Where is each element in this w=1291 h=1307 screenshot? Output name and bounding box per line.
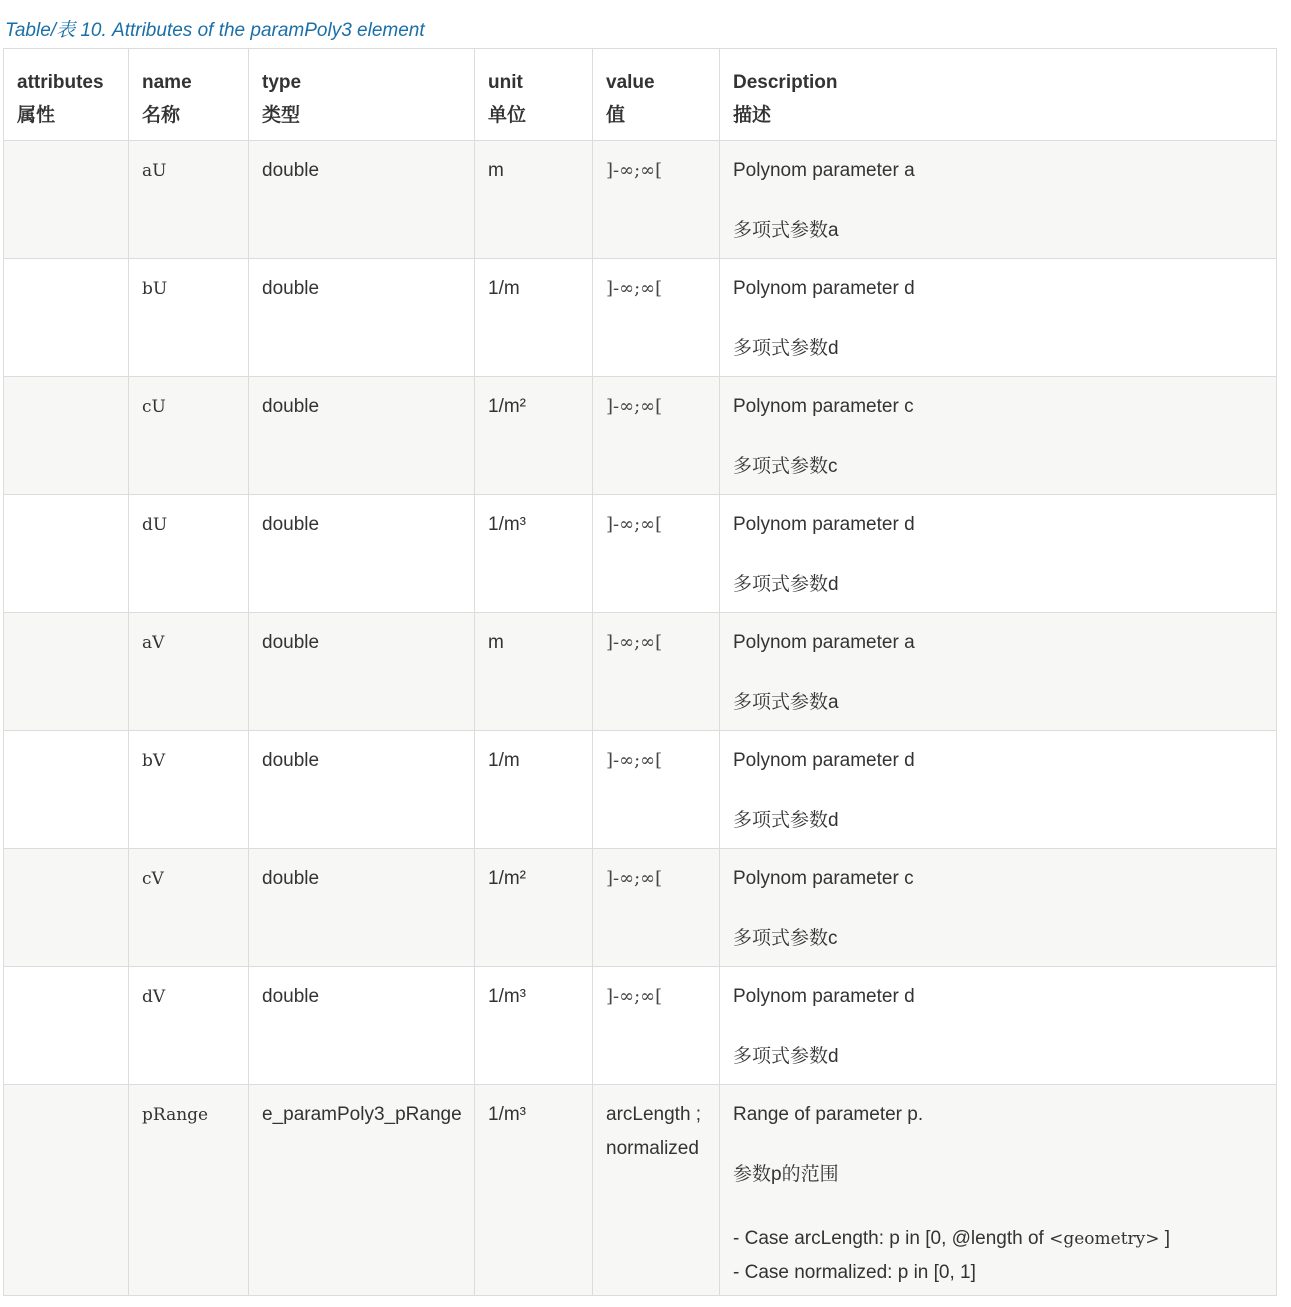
table-body	[4, 141, 1277, 1296]
header-description-zh: 描述	[733, 104, 772, 126]
unit-cell: m	[475, 613, 593, 731]
unit-cell: 1/m³	[475, 1085, 593, 1296]
name-cell: bV	[129, 731, 249, 849]
description-cell	[720, 377, 1277, 495]
value-cell: ]-∞;∞[	[593, 259, 720, 377]
case-arclength	[733, 1222, 1263, 1256]
description-en: Polynom parameter a	[733, 160, 915, 181]
header-unit-zh: 单位	[488, 104, 527, 126]
unit-cell: m	[475, 141, 593, 259]
description-en: Polynom parameter c	[733, 868, 914, 889]
description-cell	[720, 849, 1277, 967]
case-arclength-close: ]	[1159, 1228, 1171, 1249]
header-attributes	[4, 49, 129, 141]
case-arclength-text: - Case arcLength: p in [0, @length of	[733, 1228, 1050, 1249]
description-zh-text: 多项式参数	[733, 1045, 829, 1067]
description-zh-text: 多项式参数	[733, 809, 829, 831]
header-type	[249, 49, 475, 141]
type-cell: double	[249, 967, 475, 1085]
header-unit-en: unit	[488, 72, 523, 93]
value-cell: ]-∞;∞[	[593, 731, 720, 849]
header-value	[593, 49, 720, 141]
header-name-en: name	[142, 72, 192, 93]
unit-cell: 1/m²	[475, 377, 593, 495]
header-row	[4, 49, 1277, 141]
unit-cell: 1/m	[475, 259, 593, 377]
table-row	[4, 849, 1277, 967]
type-cell: double	[249, 731, 475, 849]
header-description-en: Description	[733, 72, 838, 93]
value-cell: ]-∞;∞[	[593, 141, 720, 259]
case-list	[733, 1222, 1263, 1290]
description-zh	[733, 217, 1263, 244]
type-cell: double	[249, 141, 475, 259]
description-cell	[720, 613, 1277, 731]
type-cell: double	[249, 377, 475, 495]
name-cell: pRange	[129, 1085, 249, 1296]
unit-cell: 1/m³	[475, 967, 593, 1085]
description-zh	[733, 1161, 1263, 1188]
header-name-zh: 名称	[142, 104, 181, 126]
value-cell: ]-∞;∞[	[593, 967, 720, 1085]
table-row	[4, 731, 1277, 849]
description-zh	[733, 453, 1263, 480]
table-row	[4, 377, 1277, 495]
description-zh-param: d	[828, 1046, 839, 1067]
description-zh-param: d	[828, 338, 839, 359]
description-zh-text: 多项式参数	[733, 455, 829, 477]
description-cell	[720, 495, 1277, 613]
type-cell: double	[249, 613, 475, 731]
case-normalized: - Case normalized: p in [0, 1]	[733, 1262, 976, 1283]
header-description	[720, 49, 1277, 141]
table-row	[4, 967, 1277, 1085]
table-row	[4, 259, 1277, 377]
description-cell	[720, 1085, 1277, 1296]
description-zh-text: 多项式参数	[733, 219, 829, 241]
description-cell	[720, 141, 1277, 259]
description-zh-param: p	[771, 1164, 782, 1185]
attributes-cell	[4, 141, 129, 259]
description-zh-param: d	[828, 810, 839, 831]
table-row	[4, 495, 1277, 613]
unit-cell: 1/m	[475, 731, 593, 849]
description-zh	[733, 689, 1263, 716]
type-cell: e_paramPoly3_pRange	[249, 1085, 475, 1296]
attributes-table	[3, 48, 1277, 1296]
table-header	[4, 49, 1277, 141]
description-en: Range of parameter p.	[733, 1104, 924, 1125]
value-cell: ]-∞;∞[	[593, 849, 720, 967]
name-cell: aU	[129, 141, 249, 259]
description-en: Polynom parameter a	[733, 632, 915, 653]
description-zh-param: a	[828, 220, 839, 241]
description-zh	[733, 925, 1263, 952]
table-caption: Table/表 10. Attributes of the paramPoly3 element	[5, 20, 425, 41]
description-en: Polynom parameter c	[733, 396, 914, 417]
table-row-prange	[4, 1085, 1277, 1296]
unit-cell: 1/m²	[475, 849, 593, 967]
description-zh	[733, 571, 1263, 598]
description-en: Polynom parameter d	[733, 750, 915, 771]
description-zh-text: 多项式参数	[733, 927, 829, 949]
description-zh-param: c	[828, 928, 838, 949]
attributes-cell	[4, 849, 129, 967]
header-value-zh: 值	[606, 104, 626, 126]
name-cell: aV	[129, 613, 249, 731]
header-attributes-en: attributes	[17, 72, 104, 93]
value-cell: ]-∞;∞[	[593, 377, 720, 495]
table-row	[4, 141, 1277, 259]
description-zh-param: c	[828, 456, 838, 477]
value-cell	[593, 1085, 720, 1296]
description-zh-param: d	[828, 574, 839, 595]
value-option-arclength: arcLength ;	[606, 1104, 702, 1125]
description-zh-text: 多项式参数	[733, 691, 829, 713]
description-zh-text: 多项式参数	[733, 337, 829, 359]
value-option-normalized: normalized	[606, 1138, 699, 1159]
unit-cell: 1/m³	[475, 495, 593, 613]
name-cell: cU	[129, 377, 249, 495]
header-unit	[475, 49, 593, 141]
table-row	[4, 613, 1277, 731]
header-name	[129, 49, 249, 141]
attributes-cell	[4, 1085, 129, 1296]
name-cell: bU	[129, 259, 249, 377]
description-cell	[720, 259, 1277, 377]
description-cell	[720, 731, 1277, 849]
name-cell: dU	[129, 495, 249, 613]
attributes-cell	[4, 613, 129, 731]
description-en: Polynom parameter d	[733, 986, 915, 1007]
description-zh-prefix: 参数	[733, 1163, 772, 1185]
description-zh-text: 多项式参数	[733, 573, 829, 595]
description-zh	[733, 807, 1263, 834]
description-en: Polynom parameter d	[733, 514, 915, 535]
description-zh-param: a	[828, 692, 839, 713]
description-en: Polynom parameter d	[733, 278, 915, 299]
value-cell: ]-∞;∞[	[593, 495, 720, 613]
geometry-code: <geometry>	[1049, 1229, 1160, 1249]
header-value-en: value	[606, 72, 655, 93]
name-cell: cV	[129, 849, 249, 967]
value-cell: ]-∞;∞[	[593, 613, 720, 731]
type-cell: double	[249, 849, 475, 967]
description-cell	[720, 967, 1277, 1085]
header-type-en: type	[262, 72, 302, 93]
name-cell: dV	[129, 967, 249, 1085]
attributes-cell	[4, 377, 129, 495]
attributes-cell	[4, 731, 129, 849]
description-zh	[733, 1043, 1263, 1070]
attributes-cell	[4, 259, 129, 377]
header-type-zh: 类型	[262, 104, 301, 126]
type-cell: double	[249, 495, 475, 613]
description-zh-suffix: 的范围	[781, 1163, 839, 1185]
header-attributes-zh: 属性	[17, 104, 56, 126]
type-cell: double	[249, 259, 475, 377]
attributes-cell	[4, 495, 129, 613]
description-zh	[733, 335, 1263, 362]
attributes-cell	[4, 967, 129, 1085]
